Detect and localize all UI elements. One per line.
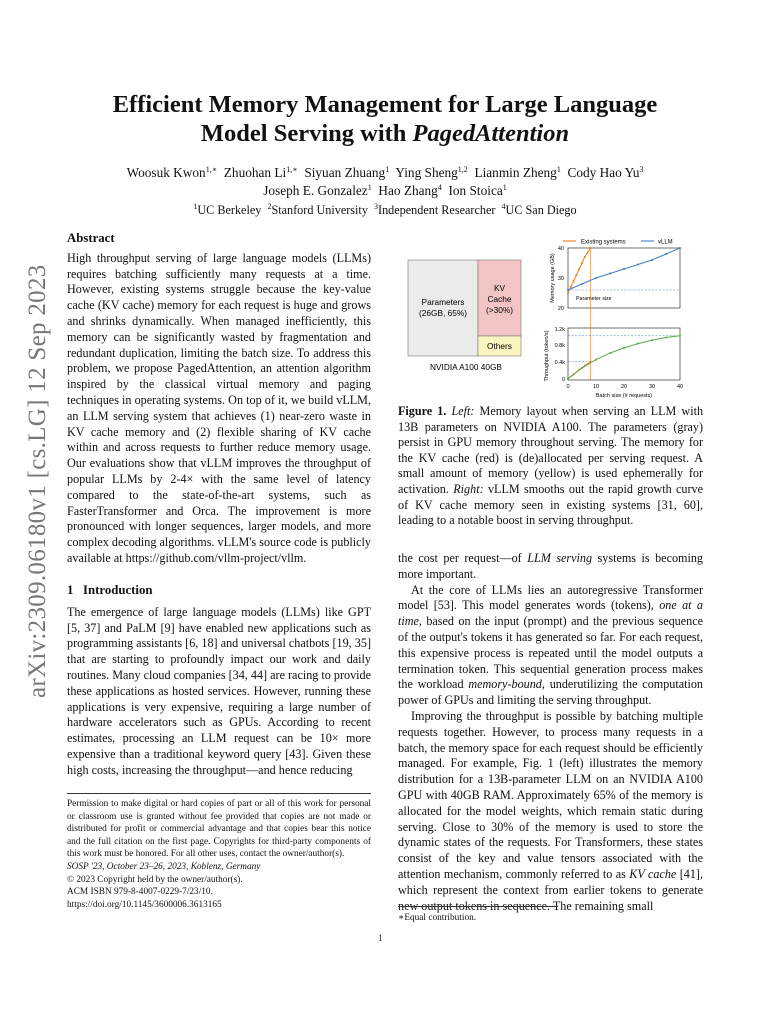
author: Ion Stoica$^1$	[448, 183, 507, 198]
mem-kv-label3: (>30%)	[486, 305, 513, 315]
throughput-point-vllm	[595, 359, 597, 361]
memory-point-existing	[570, 286, 572, 288]
author: Siyuan Zhuang$^1$	[304, 165, 390, 180]
caption-label: Figure 1.	[398, 404, 447, 418]
throughput-y-label: Throughput (token/s)	[544, 330, 550, 382]
throughput-series-vllm	[568, 336, 680, 379]
mem-kv-label2: Cache	[487, 294, 512, 304]
memory-point-vllm	[679, 247, 681, 249]
throughput-point-vllm	[651, 339, 653, 341]
author-list	[40, 164, 730, 200]
throughput-ytick-12: 1.2k	[554, 327, 565, 333]
copyright: © 2023 Copyright held by the owner/author(s).	[67, 874, 243, 885]
introduction-section	[67, 583, 371, 779]
memory-point-vllm	[665, 253, 667, 255]
title-line-1: Efficient Memory Management for Large Language	[112, 91, 658, 118]
author: Ying Sheng$^{1,2}$	[395, 165, 468, 180]
memory-point-existing	[584, 256, 586, 258]
mem-others-label: Others	[487, 341, 512, 351]
affiliation: $^4$UC San Diego	[501, 202, 577, 217]
memory-point-existing	[573, 280, 575, 282]
memory-point-existing	[589, 247, 591, 249]
title-line-2: Model Serving with PagedAttention	[200, 120, 570, 147]
mem-caption-label: NVIDIA A100 40GB	[430, 362, 502, 372]
xtick-0: 0	[566, 384, 570, 390]
author: Lianmin Zheng$^1$	[474, 165, 561, 180]
author: Zhuohan $Li^{1,∗}$	[223, 165, 298, 180]
figure-1-caption: Figure 1. Left: Memory layout when serving an LLM with 13B parameters on NVIDIA A100. The parameters (gray) persist in GPU memory throughout serving. The memory for the KV cache (red) is (de)allocated per serving request. A small amount of memory (yellow) is used ephemerally for activation. Right: vLLM smooths out the rapid growth curve of KV cache memory seen in existing systems [31, 60], leading to a notable boost in serving throughput.	[398, 404, 704, 528]
figure-1-svg	[398, 236, 708, 402]
memory-point-existing	[581, 262, 583, 264]
doi-link[interactable]: https://doi.org/10.1145/3600006.3613165	[67, 899, 222, 910]
right-paragraph-2: Improving the throughput is possible by batching multiple requests together. However, to process many requests in a batch, the memory space for each request should be efficiently managed. For example, Fig. 1 (left) illustrates the memory distribution for a 13B-parameter LLM on an NVIDIA A100 GPU with 40GB RAM. Approximately 65% of the memory is allocated for the model weights, which remain static during serving. Close to 30% of the memory is used to store the dynamic states of the requests. For Transformers, these states consist of the key and value tensors associated with the attention mechanism, commonly referred to as KV cache [41], which represent the context from earlier tokens to generate new output tokens in sequence. The remaining small	[398, 708, 704, 913]
affiliations	[40, 203, 730, 218]
memory-point-vllm	[567, 289, 569, 291]
author: Cody Hao Yu$^3$	[567, 165, 644, 180]
intro-paragraph-1: The emergence of large language models (LLMs) like GPT [5, 37] and PaLM [9] have enabled new applications such as programming assistants [6, 18] and universal chatbots [19, 35] that are starting to profoundly impact our work and daily routines. Many cloud companies [34, 44] are racing to provide these applications as hosted services. However, running these applications is very expensive, requiring a large number of hardware accelerators such as GPUs. According to recent estimates, processing an LLM request can be 10× more expensive than a traditional keyword query [43]. Given these high costs, increasing the throughput—and hence reducing	[67, 604, 371, 777]
affiliation: $^2$Stanford University	[267, 202, 368, 217]
affiliation: $^3$Independent Researcher	[374, 202, 496, 217]
abstract-section	[67, 231, 371, 567]
arxiv-stamp: arXiv:2309.06180v1 [cs.LG] 12 Sep 2023	[24, 264, 51, 698]
authors-line-1	[40, 164, 730, 182]
memory-point-vllm	[581, 283, 583, 285]
memory-point-existing	[575, 274, 577, 276]
memory-y-label: Memory usage (GB)	[550, 253, 556, 303]
throughput-ytick-08: 0.8k	[554, 343, 565, 349]
memory-point-vllm	[651, 259, 653, 261]
throughput-point-vllm	[609, 352, 611, 354]
affiliation: $^1$UC Berkeley	[193, 202, 262, 217]
permission-text: Permission to make digital or hard copies of part or all of this work for personal or classroom use is granted without fee provided that copies are not made or distributed for profit or commercial advantage and that copies bear this notice and the full citation on the first page. Copyrights for third-party components of this work must be honored. For all other uses, contact the owner/author(s).	[67, 799, 371, 860]
right-paragraph-1: At the core of LLMs lies an autoregressive Transformer model [53]. This model generates words (tokens), one at a time, based on the input (prompt) and the previous sequence of the output's tokens it has generated so far. For each request, this expensive process is repeated until the model outputs a termination token. This sequential generation process makes the workload memory-bound, underutilizing the computation power of GPUs and limiting the serving throughput.	[398, 582, 703, 708]
memory-ytick-40: 40	[557, 246, 564, 252]
xtick-30: 30	[648, 384, 656, 390]
xtick-20: 20	[620, 384, 628, 390]
xtick-40: 40	[676, 384, 684, 390]
memory-point-vllm	[609, 273, 611, 275]
paper-title	[60, 90, 710, 148]
legend-vllm-label: vLLM	[658, 239, 673, 246]
throughput-point-vllm	[567, 378, 569, 380]
throughput-point-vllm	[623, 347, 625, 349]
abstract-heading: Abstract	[67, 231, 115, 245]
mem-params-size: (26GB, 65%)	[419, 308, 467, 318]
throughput-point-vllm	[581, 367, 583, 369]
memory-ytick-20: 20	[557, 306, 564, 312]
memory-point-existing	[567, 292, 569, 294]
permission-footnote	[67, 793, 371, 911]
throughput-point-vllm	[637, 343, 639, 345]
abstract-text: High throughput serving of large language models (LLMs) requires batching sufficiently many requests at a time. However, existing systems struggle because the key-value cache (KV cache) memory for each request is huge and grows and shrinks dynamically. When managed inefficiently, this memory can be significantly wasted by fragmentation and redundant duplication, limiting the batch size. To address this problem, we propose PagedAttention, an attention algorithm inspired by the classical virtual memory and paging techniques in operating systems. On top of it, we build vLLM, an LLM serving system that achieves (1) near-zero waste in KV cache memory and (2) flexible sharing of KV cache within and across requests to further reduce memory usage. Our evaluations show that vLLM improves the throughput of popular LLMs by 2-4× with the same level of latency compared to the state-of-the-art systems, such as FasterTransformer and Orca. The improvement is more pronounced with longer sequences, larger models, and more complex decoding algorithms. vLLM's source code is publicly available at https://github.com/vllm-project/vllm.	[67, 250, 371, 565]
memory-point-vllm	[637, 264, 639, 266]
mem-params-label: Parameters	[421, 297, 465, 307]
venue: SOSP '23, October 23–26, 2023, Koblenz, Germany	[67, 861, 261, 872]
throughput-ytick-0: 0	[561, 377, 565, 383]
throughput-x-label: Batch size (# requests)	[595, 393, 653, 399]
throughput-point-vllm	[679, 335, 681, 337]
throughput-ytick-04: 0.4k	[554, 360, 565, 366]
author: Joseph E. Gonzalez$^1$	[263, 183, 372, 198]
legend-existing-label: Existing systems	[581, 239, 626, 246]
memory-point-vllm	[595, 277, 597, 279]
isbn: ACM ISBN 979-8-4007-0229-7/23/10.	[67, 887, 213, 898]
right-paragraph-0: the cost per request—of LLM serving systems is becoming more important.	[398, 551, 703, 581]
title-pagedattention: PagedAttention	[412, 120, 570, 147]
param-size-label: Parameter size	[576, 296, 612, 302]
memory-ytick-30: 30	[557, 276, 564, 282]
page-number: 1	[378, 933, 383, 943]
equal-contribution-footnote: ∗Equal contribution.	[398, 906, 558, 923]
throughput-point-vllm	[665, 337, 667, 339]
memory-point-existing	[587, 252, 589, 254]
intro-heading: 1 Introduction	[67, 583, 153, 597]
figure-1	[398, 236, 708, 402]
author: Hao Zhang$^4$	[378, 183, 442, 198]
mem-kv-label1: KV	[493, 283, 506, 293]
memory-point-existing	[578, 268, 580, 270]
author: Woosuk Kwon$^{1,∗}$	[126, 165, 218, 180]
memory-point-vllm	[623, 268, 625, 270]
authors-line-2	[40, 182, 730, 200]
right-column-text	[398, 551, 703, 914]
xtick-10: 10	[592, 384, 600, 390]
